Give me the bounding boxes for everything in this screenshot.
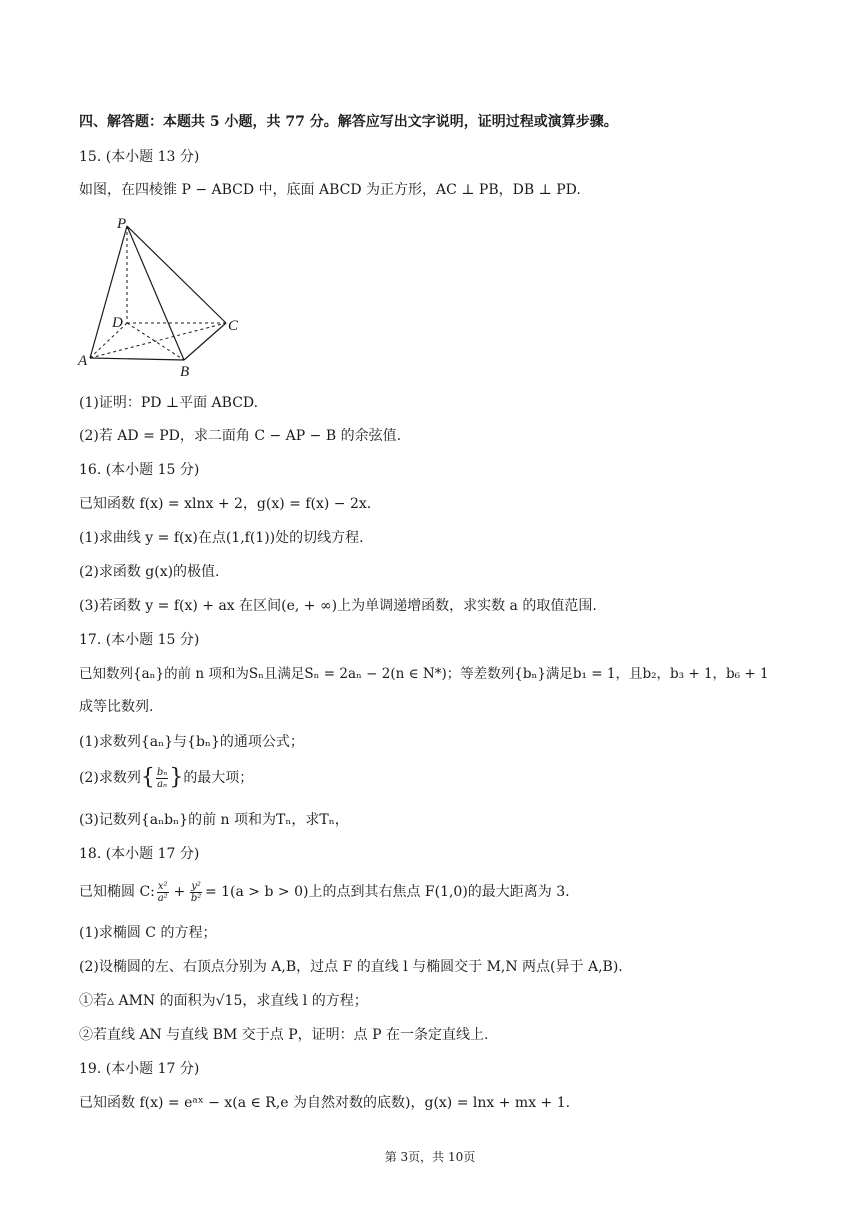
q15-header: 15. (本小题 13 分) — [79, 149, 200, 165]
right-brace: } — [169, 765, 184, 790]
q17-part-2 — [79, 764, 253, 792]
q16-header: 16. (本小题 15 分) — [79, 462, 200, 478]
q18-sub-2: ②若直线 AN 与直线 BM 交于点 P，证明：点 P 在一条定直线上. — [79, 1027, 489, 1043]
q18-stem-suffix: = 1(a > b > 0)上的点到其右焦点 F(1,0)的最大距离为 3. — [204, 884, 570, 900]
q18-header: 18. (本小题 17 分) — [79, 846, 200, 862]
q19-header: 19. (本小题 17 分) — [79, 1061, 200, 1077]
vertex-label-a: A — [78, 353, 88, 369]
q18-fraction-x — [157, 881, 169, 904]
q18-frac1-denominator: a² — [157, 892, 168, 904]
q16-part-3: (3)若函数 y = f(x) + ax 在区间(e, + ∞)上为单调递增函数，求实数 a 的取值范围. — [79, 598, 597, 614]
vertex-label-d: D — [112, 315, 123, 331]
q18-sub-1: ①若▵ AMN 的面积为√15，求直线 l 的方程； — [79, 993, 368, 1009]
vertex-label-b: B — [180, 364, 190, 380]
pyramid-figure — [74, 212, 254, 382]
left-brace: { — [140, 765, 155, 790]
q16-part-2: (2)求函数 g(x)的极值. — [79, 564, 220, 580]
q18-frac2-denominator: b² — [190, 892, 202, 904]
q18-frac2-numerator: y² — [191, 880, 201, 892]
q18-stem — [79, 877, 570, 907]
q18-frac1-numerator: x² — [157, 880, 168, 892]
q17-fraction-numerator: bₙ — [156, 766, 168, 778]
q18-part-2: (2)设椭圆的左、右顶点分别为 A,B，过点 F 的直线 l 与椭圆交于 M,N 两点(异于 A,B). — [79, 959, 623, 975]
page-footer: 第 3页，共 10页 — [384, 1150, 476, 1164]
q18-stem-prefix: 已知椭圆 C: — [79, 884, 155, 900]
plus-sign: + — [173, 884, 186, 900]
q18-part-1: (1)求椭圆 C 的方程； — [79, 925, 217, 941]
section-heading: 四、解答题：本题共 5 小题，共 77 分。解答应写出文字说明，证明过程或演算步骤。 — [79, 114, 618, 130]
q17-fraction — [156, 767, 168, 790]
q17-part-3: (3)记数列{aₙbₙ}的前 n 项和为Tₙ，求Tₙ， — [79, 812, 349, 828]
q17-part-1: (1)求数列{aₙ}与{bₙ}的通项公式； — [79, 734, 304, 750]
q17-part2-prefix: (2)求数列 — [79, 770, 141, 786]
q17-fraction-denominator: aₙ — [157, 778, 168, 790]
q17-stem-line2: 成等比数列. — [79, 699, 154, 715]
q19-stem: 已知函数 f(x) = eᵃˣ − x(a ∈ R,e 为自然对数的底数)，g(x) = lnx + mx + 1. — [79, 1095, 571, 1111]
vertex-label-p: P — [117, 216, 127, 232]
q17-stem-line1: 已知数列{aₙ}的前 n 项和为Sₙ且满足Sₙ = 2aₙ − 2(n ∈ N*)；等差数列{bₙ}满足b₁ = 1，且b₂，b₃ + 1，b₆ + 1 — [79, 666, 769, 682]
q17-header: 17. (本小题 15 分) — [79, 632, 200, 648]
q17-part2-suffix: 的最大项； — [183, 770, 254, 786]
q18-fraction-y — [190, 881, 202, 904]
q16-stem: 已知函数 f(x) = xlnx + 2，g(x) = f(x) − 2x. — [79, 496, 372, 512]
vertex-label-c: C — [228, 318, 239, 334]
q16-part-1: (1)求曲线 y = f(x)在点(1,f(1))处的切线方程. — [79, 530, 364, 546]
q15-part-2: (2)若 AD = PD，求二面角 C − AP − B 的余弦值. — [79, 428, 402, 444]
q15-stem: 如图，在四棱锥 P − ABCD 中，底面 ABCD 为正方形，AC ⊥ PB，DB ⊥ PD. — [79, 182, 581, 198]
q15-part-1: (1)证明：PD ⊥平面 ABCD. — [79, 395, 259, 411]
